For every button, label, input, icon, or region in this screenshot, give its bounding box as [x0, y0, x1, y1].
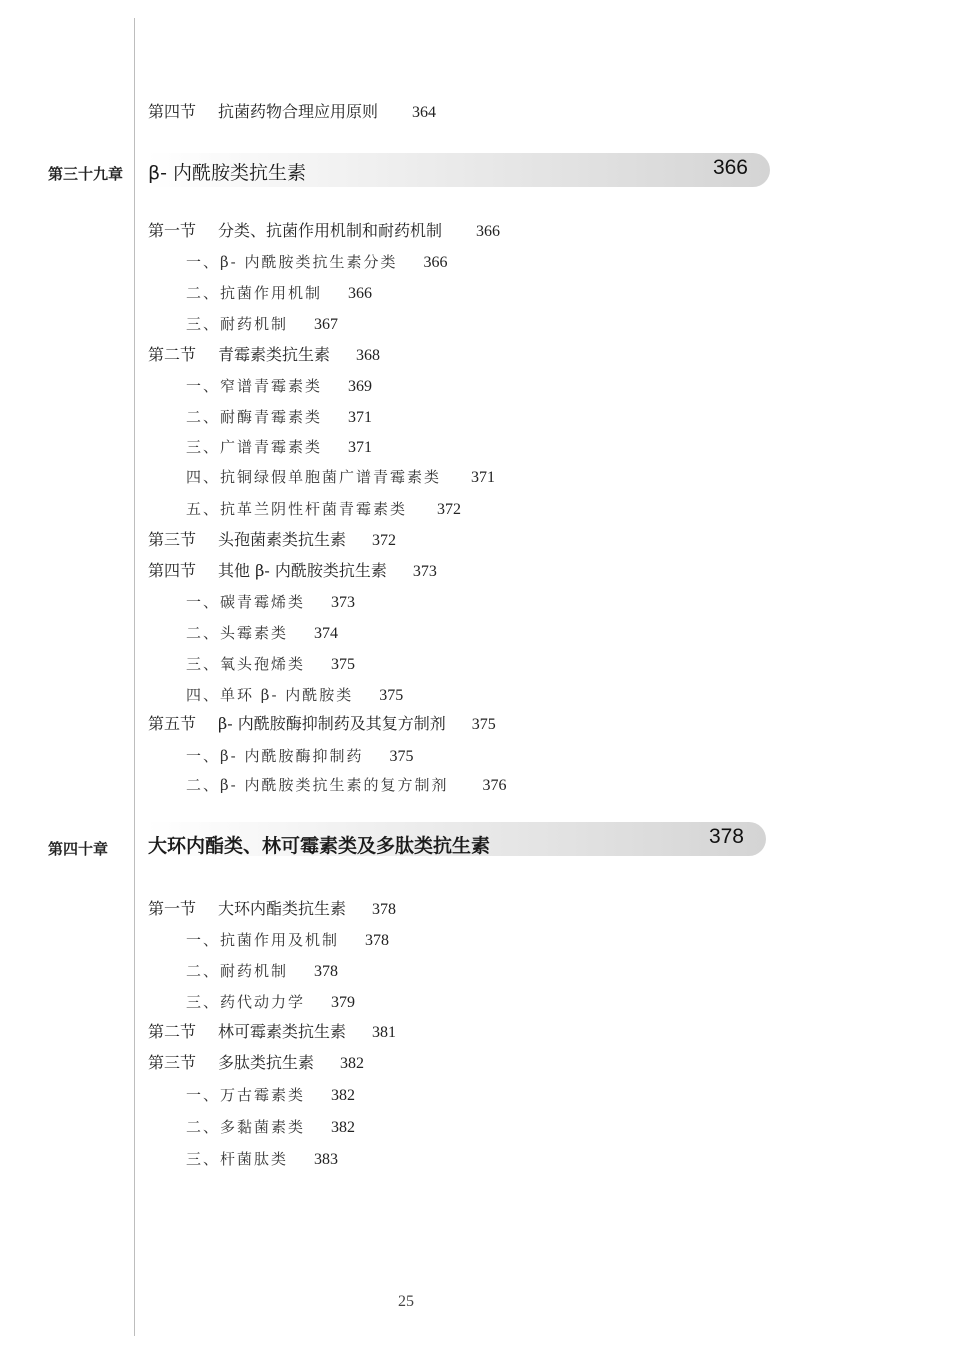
toc-entry-subsection[interactable] [186, 623, 338, 644]
page-ref: 373 [412, 563, 437, 580]
page-ref: 375 [389, 748, 414, 765]
page-ref: 382 [340, 1055, 365, 1072]
subsection-title: 二、头霉素类 [186, 624, 289, 642]
subsection-title: 三、耐药机制 [186, 315, 289, 333]
toc-entry-subsection[interactable] [186, 930, 389, 951]
subsection-title: 三、药代动力学 [186, 993, 306, 1011]
toc-entry-subsection[interactable] [186, 775, 507, 796]
page-ref: 378 [314, 963, 339, 980]
section-title: 抗菌药物合理应用原则 [218, 102, 379, 121]
section-label: 第二节 [148, 345, 197, 364]
toc-entry-section[interactable] [148, 530, 396, 551]
page-ref: 378 [372, 901, 397, 918]
section-title: 其他 β- 内酰胺类抗生素 [218, 561, 387, 580]
toc-entry-subsection[interactable] [186, 1085, 355, 1106]
page-ref: 371 [471, 469, 496, 486]
toc-entry-subsection[interactable] [186, 407, 372, 428]
toc-entry-subsection[interactable] [186, 283, 372, 304]
toc-entry-subsection[interactable] [186, 592, 355, 613]
page-number: 25 [398, 1293, 414, 1310]
page-ref: 369 [348, 378, 373, 395]
toc-entry-subsection[interactable] [186, 376, 372, 397]
section-label: 第四节 [148, 561, 197, 580]
subsection-title: 一、窄谱青霉素类 [186, 377, 323, 395]
section-label: 第四节 [148, 102, 197, 121]
toc-entry-section[interactable] [148, 221, 500, 242]
page-ref: 374 [314, 625, 339, 642]
chapter-page: 366 [712, 156, 748, 179]
page-ref: 372 [437, 501, 462, 518]
chapter-title: 大环内酯类、林可霉素类及多肽类抗生素 [148, 835, 491, 857]
section-label: 第三节 [148, 530, 197, 549]
subsection-title: 一、碳青霉烯类 [186, 593, 306, 611]
subsection-title: 一、β- 内酰胺类抗生素分类 [186, 253, 398, 271]
toc-entry-subsection[interactable] [186, 252, 448, 273]
chapter-page: 378 [708, 825, 744, 848]
toc-entry-section[interactable] [148, 1053, 364, 1074]
subsection-title: 三、氧头孢烯类 [186, 655, 306, 673]
page-ref: 373 [331, 594, 356, 611]
toc-entry-section[interactable] [148, 345, 380, 366]
section-title: β- 内酰胺酶抑制药及其复方制剂 [218, 714, 446, 733]
page-ref: 375 [379, 687, 404, 704]
subsection-title: 四、单环 β- 内酰胺类 [186, 686, 354, 704]
page-ref: 366 [423, 254, 448, 271]
section-title: 林可霉素类抗生素 [218, 1022, 347, 1041]
toc-entry-subsection[interactable] [186, 746, 414, 767]
toc-entry-subsection[interactable] [186, 499, 461, 520]
page-ref: 366 [348, 285, 373, 302]
page-ref: 375 [331, 656, 356, 673]
subsection-title: 四、抗铜绿假单胞菌广谱青霉素类 [186, 468, 442, 486]
subsection-title: 一、万古霉素类 [186, 1086, 306, 1104]
toc-entry-section[interactable] [148, 899, 396, 920]
page-ref: 379 [331, 994, 356, 1011]
page-ref: 376 [482, 777, 507, 794]
section-title: 大环内酯类抗生素 [218, 899, 347, 918]
page-ref: 366 [476, 223, 501, 240]
page-ref: 382 [331, 1087, 356, 1104]
subsection-title: 二、耐药机制 [186, 962, 289, 980]
toc-entry-section[interactable] [148, 1022, 396, 1043]
subsection-title: 二、抗菌作用机制 [186, 284, 323, 302]
chapter-label: 第三十九章 [48, 165, 124, 183]
section-label: 第一节 [148, 899, 197, 918]
subsection-title: 一、抗菌作用及机制 [186, 931, 340, 949]
section-title: 多肽类抗生素 [218, 1053, 315, 1072]
toc-entry-subsection[interactable] [186, 654, 355, 675]
toc-entry-subsection[interactable] [186, 314, 338, 335]
page-ref: 371 [348, 439, 373, 456]
subsection-title: 三、杆菌肽类 [186, 1150, 289, 1168]
toc-entry-section[interactable] [148, 102, 436, 123]
section-label: 第二节 [148, 1022, 197, 1041]
page-ref: 367 [314, 316, 339, 333]
section-title: 青霉素类抗生素 [218, 345, 331, 364]
subsection-title: 三、广谱青霉素类 [186, 438, 323, 456]
page-ref: 375 [471, 716, 496, 733]
toc-entry-subsection[interactable] [186, 467, 495, 488]
toc-entry-subsection[interactable] [186, 1117, 355, 1138]
subsection-title: 五、抗革兰阴性杆菌青霉素类 [186, 500, 408, 518]
page-ref: 372 [372, 532, 397, 549]
toc-entry-subsection[interactable] [186, 437, 372, 458]
page-ref: 364 [412, 104, 437, 121]
page-ref: 383 [314, 1151, 339, 1168]
toc-entry-section[interactable] [148, 714, 496, 735]
chapter-label: 第四十章 [48, 840, 109, 858]
toc-entry-subsection[interactable] [186, 1149, 338, 1170]
toc-entry-section[interactable] [148, 561, 437, 582]
chapter-banner[interactable] [146, 153, 770, 187]
toc-entry-subsection[interactable] [186, 992, 355, 1013]
section-title: 头孢菌素类抗生素 [218, 530, 347, 549]
toc-entry-subsection[interactable] [186, 961, 338, 982]
chapter-title: β- 内酰胺类抗生素 [148, 162, 307, 184]
page-ref: 382 [331, 1119, 356, 1136]
page-ref: 371 [348, 409, 373, 426]
subsection-title: 二、多黏菌素类 [186, 1118, 306, 1136]
page-ref: 381 [372, 1024, 397, 1041]
page-ref: 368 [356, 347, 381, 364]
section-label: 第五节 [148, 714, 197, 733]
chapter-banner[interactable] [146, 822, 766, 856]
section-label: 第一节 [148, 221, 197, 240]
toc-entry-subsection[interactable] [186, 685, 403, 706]
vertical-divider [134, 18, 135, 1336]
section-title: 分类、抗菌作用机制和耐药机制 [218, 221, 443, 240]
page-ref: 378 [365, 932, 390, 949]
subsection-title: 二、耐酶青霉素类 [186, 408, 323, 426]
section-label: 第三节 [148, 1053, 197, 1072]
subsection-title: 一、β- 内酰胺酶抑制药 [186, 747, 364, 765]
subsection-title: 二、β- 内酰胺类抗生素的复方制剂 [186, 776, 449, 794]
